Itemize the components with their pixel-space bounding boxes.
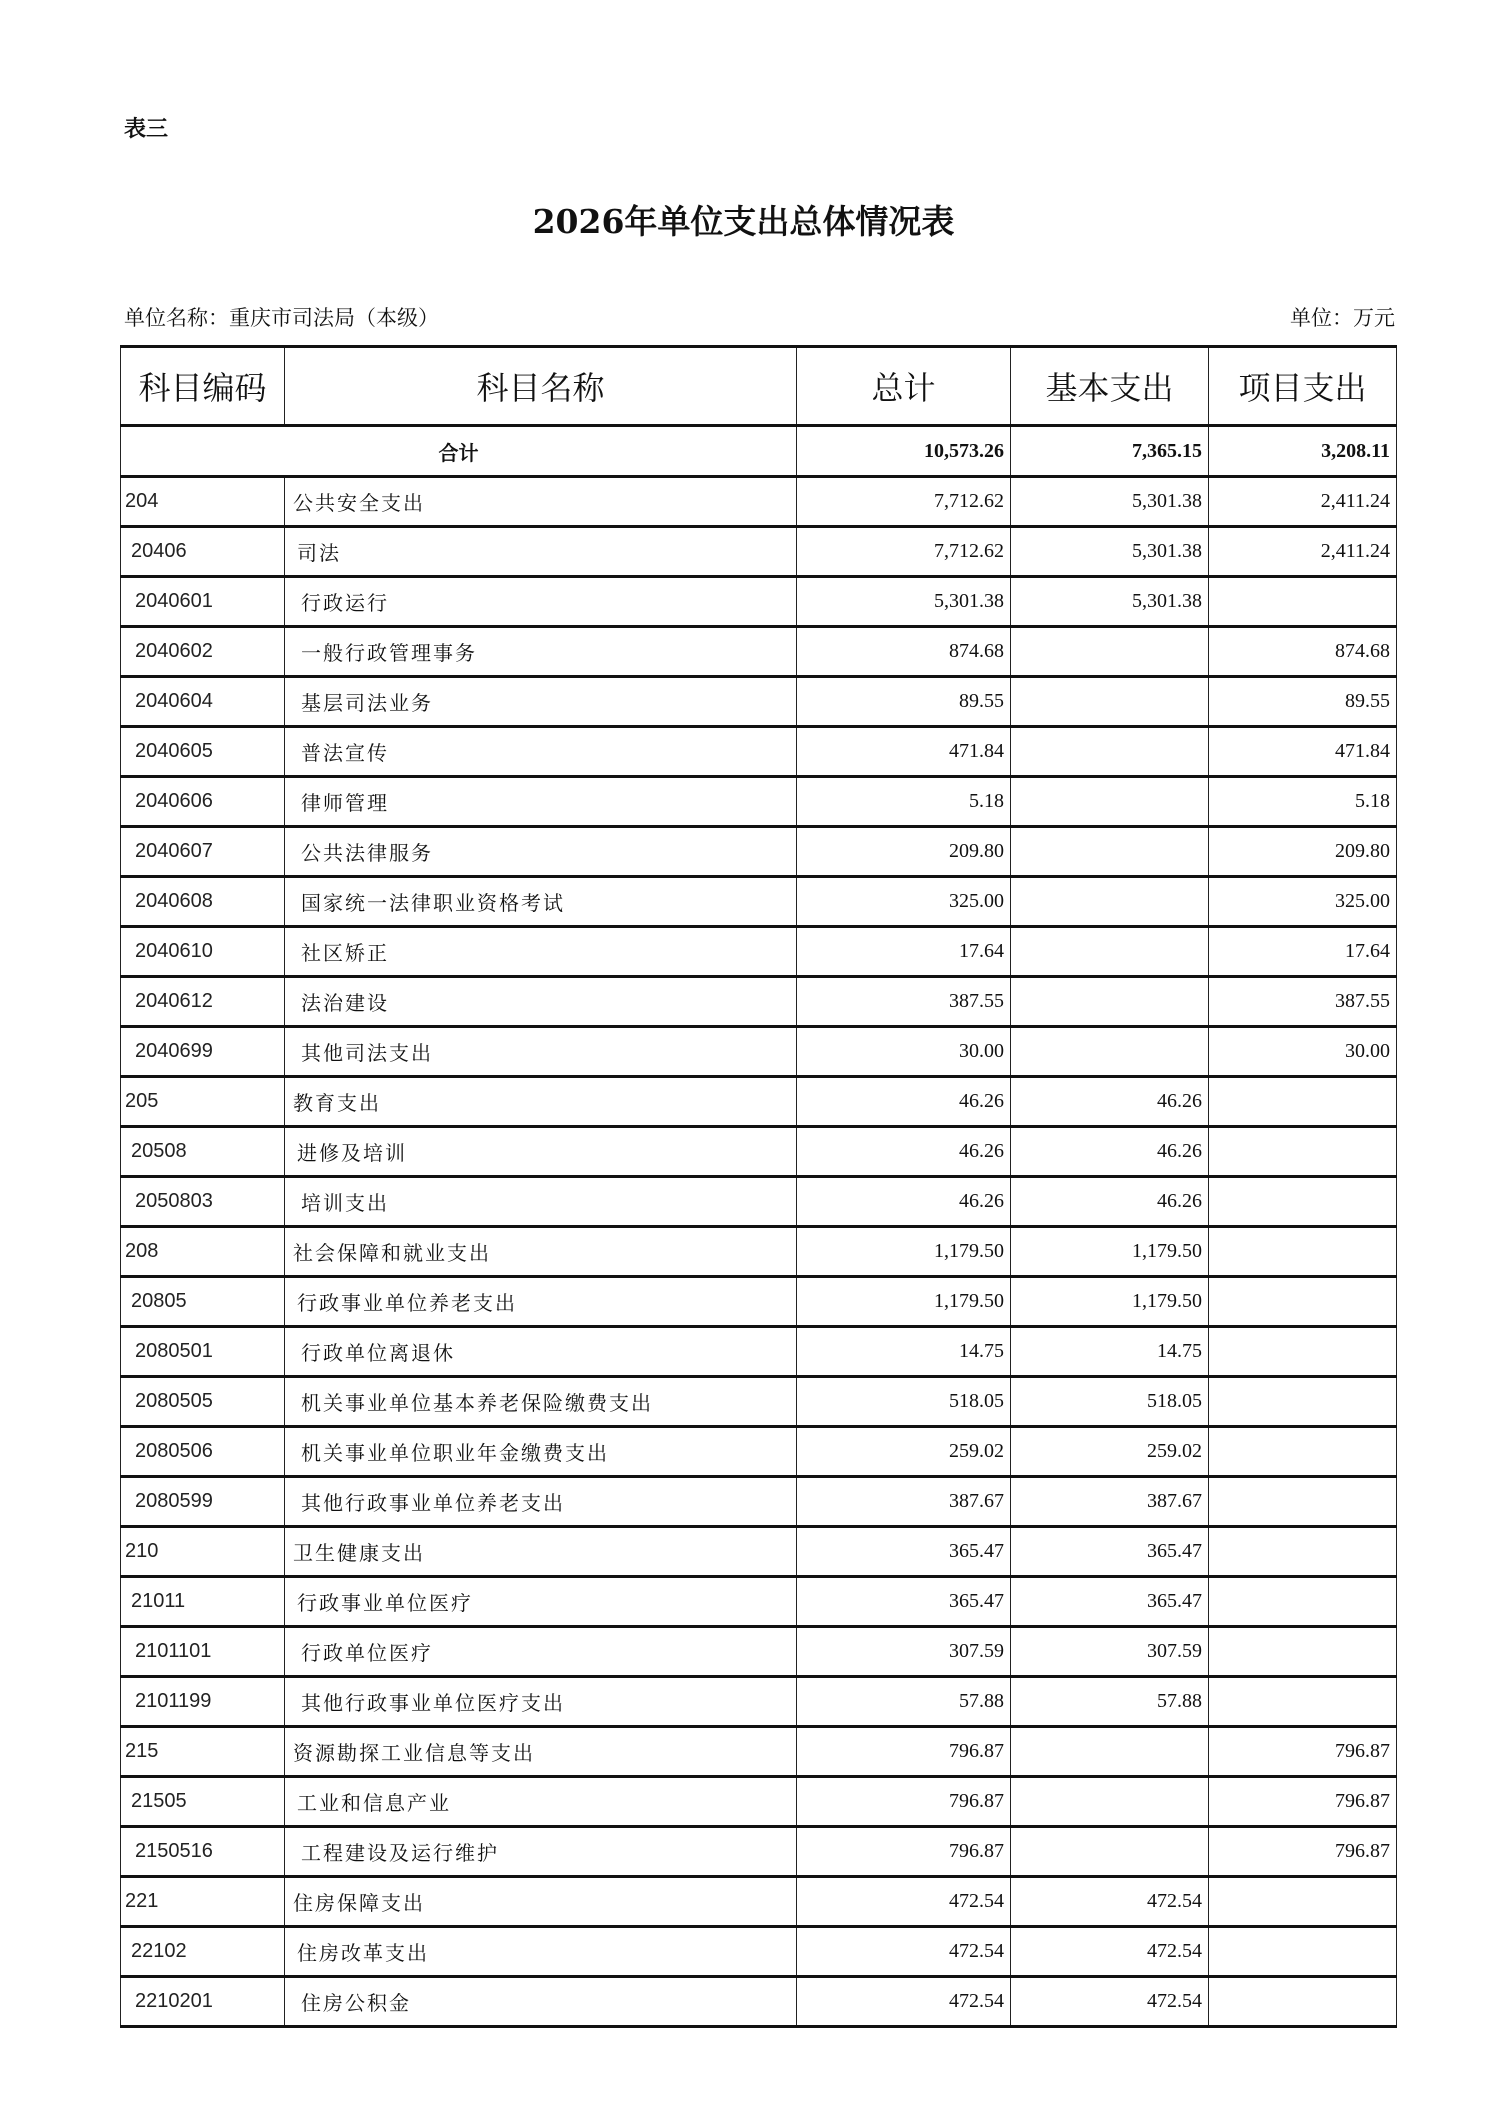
cell-basic <box>1011 1827 1209 1877</box>
cell-basic <box>1011 827 1209 877</box>
total-label: 合计 <box>121 426 797 477</box>
total-sum: 10,573.26 <box>797 426 1011 477</box>
unit-info-line <box>124 302 1395 332</box>
table-row <box>121 777 1397 827</box>
table-row <box>121 1477 1397 1527</box>
table-row <box>121 877 1397 927</box>
cell-name: 法治建设 <box>285 977 797 1027</box>
table-row <box>121 1227 1397 1277</box>
cell-name: 住房公积金 <box>285 1977 797 2027</box>
cell-project <box>1209 1327 1397 1377</box>
cell-basic <box>1011 727 1209 777</box>
cell-project: 387.55 <box>1209 977 1397 1027</box>
cell-total: 472.54 <box>797 1877 1011 1927</box>
cell-basic: 46.26 <box>1011 1127 1209 1177</box>
cell-total: 518.05 <box>797 1377 1011 1427</box>
cell-code: 20508 <box>121 1127 285 1177</box>
cell-total: 1,179.50 <box>797 1277 1011 1327</box>
cell-code: 2080505 <box>121 1377 285 1427</box>
table-row <box>121 1427 1397 1477</box>
cell-total: 472.54 <box>797 1977 1011 2027</box>
cell-total: 471.84 <box>797 727 1011 777</box>
cell-code: 22102 <box>121 1927 285 1977</box>
cell-code: 215 <box>121 1727 285 1777</box>
cell-project <box>1209 1627 1397 1677</box>
cell-code: 21505 <box>121 1777 285 1827</box>
cell-project <box>1209 1677 1397 1727</box>
cell-total: 30.00 <box>797 1027 1011 1077</box>
cell-name: 行政单位医疗 <box>285 1627 797 1677</box>
cell-total: 1,179.50 <box>797 1227 1011 1277</box>
cell-total: 14.75 <box>797 1327 1011 1377</box>
cell-project: 874.68 <box>1209 627 1397 677</box>
cell-code: 2210201 <box>121 1977 285 2027</box>
cell-total: 57.88 <box>797 1677 1011 1727</box>
cell-project <box>1209 1227 1397 1277</box>
cell-code: 2101199 <box>121 1677 285 1727</box>
cell-total: 796.87 <box>797 1727 1011 1777</box>
table-row <box>121 1377 1397 1427</box>
cell-basic: 307.59 <box>1011 1627 1209 1677</box>
table-row <box>121 1177 1397 1227</box>
table-row <box>121 627 1397 677</box>
cell-total: 46.26 <box>797 1077 1011 1127</box>
table-row <box>121 1327 1397 1377</box>
cell-name: 公共安全支出 <box>285 477 797 527</box>
cell-code: 20406 <box>121 527 285 577</box>
cell-name: 资源勘探工业信息等支出 <box>285 1727 797 1777</box>
cell-basic <box>1011 677 1209 727</box>
cell-total: 89.55 <box>797 677 1011 727</box>
cell-name: 其他行政事业单位医疗支出 <box>285 1677 797 1727</box>
cell-name: 一般行政管理事务 <box>285 627 797 677</box>
cell-code: 2080599 <box>121 1477 285 1527</box>
cell-basic: 365.47 <box>1011 1577 1209 1627</box>
currency-unit: 单位：万元 <box>1290 306 1395 330</box>
cell-total: 5.18 <box>797 777 1011 827</box>
cell-code: 20805 <box>121 1277 285 1327</box>
cell-basic: 1,179.50 <box>1011 1277 1209 1327</box>
cell-project <box>1209 1877 1397 1927</box>
table-row <box>121 977 1397 1027</box>
cell-basic <box>1011 877 1209 927</box>
cell-project: 5.18 <box>1209 777 1397 827</box>
cell-project: 2,411.24 <box>1209 527 1397 577</box>
cell-project <box>1209 1177 1397 1227</box>
cell-project <box>1209 1977 1397 2027</box>
total-basic: 7,365.15 <box>1011 426 1209 477</box>
cell-project: 30.00 <box>1209 1027 1397 1077</box>
cell-code: 208 <box>121 1227 285 1277</box>
cell-name: 行政事业单位医疗 <box>285 1577 797 1627</box>
cell-project <box>1209 1477 1397 1527</box>
table-row <box>121 1727 1397 1777</box>
cell-name: 行政运行 <box>285 577 797 627</box>
cell-total: 5,301.38 <box>797 577 1011 627</box>
table-row <box>121 1827 1397 1877</box>
cell-total: 7,712.62 <box>797 527 1011 577</box>
header-row <box>121 347 1397 426</box>
cell-code: 2080501 <box>121 1327 285 1377</box>
cell-project <box>1209 1077 1397 1127</box>
cell-total: 796.87 <box>797 1777 1011 1827</box>
cell-code: 204 <box>121 477 285 527</box>
table-row <box>121 727 1397 777</box>
table-row <box>121 1077 1397 1127</box>
cell-basic: 57.88 <box>1011 1677 1209 1727</box>
cell-name: 基层司法业务 <box>285 677 797 727</box>
cell-name: 普法宣传 <box>285 727 797 777</box>
cell-basic: 46.26 <box>1011 1077 1209 1127</box>
header-code: 科目编码 <box>121 347 285 426</box>
cell-project: 209.80 <box>1209 827 1397 877</box>
cell-total: 365.47 <box>797 1577 1011 1627</box>
cell-code: 2101101 <box>121 1627 285 1677</box>
cell-project <box>1209 577 1397 627</box>
header-total: 总计 <box>797 347 1011 426</box>
header-project: 项目支出 <box>1209 347 1397 426</box>
cell-code: 2080506 <box>121 1427 285 1477</box>
cell-total: 365.47 <box>797 1527 1011 1577</box>
cell-total: 307.59 <box>797 1627 1011 1677</box>
cell-code: 221 <box>121 1877 285 1927</box>
cell-basic: 259.02 <box>1011 1427 1209 1477</box>
table-row <box>121 1677 1397 1727</box>
cell-name: 行政单位离退休 <box>285 1327 797 1377</box>
cell-code: 2040606 <box>121 777 285 827</box>
unit-name: 单位名称：重庆市司法局（本级） <box>124 306 439 330</box>
cell-basic: 5,301.38 <box>1011 527 1209 577</box>
cell-project <box>1209 1377 1397 1427</box>
cell-code: 210 <box>121 1527 285 1577</box>
cell-total: 46.26 <box>797 1127 1011 1177</box>
table-row <box>121 1627 1397 1677</box>
cell-total: 17.64 <box>797 927 1011 977</box>
cell-name: 社区矫正 <box>285 927 797 977</box>
table-row <box>121 477 1397 527</box>
cell-basic <box>1011 1027 1209 1077</box>
cell-project: 17.64 <box>1209 927 1397 977</box>
table-row <box>121 1027 1397 1077</box>
expenditure-table <box>120 345 1397 2028</box>
total-project: 3,208.11 <box>1209 426 1397 477</box>
cell-basic: 472.54 <box>1011 1877 1209 1927</box>
cell-project: 325.00 <box>1209 877 1397 927</box>
document-title: 2026年单位支出总体情况表 <box>532 202 955 241</box>
table-row <box>121 927 1397 977</box>
cell-name: 其他行政事业单位养老支出 <box>285 1477 797 1527</box>
cell-project: 2,411.24 <box>1209 477 1397 527</box>
cell-basic <box>1011 1727 1209 1777</box>
cell-name: 机关事业单位基本养老保险缴费支出 <box>285 1377 797 1427</box>
cell-project: 796.87 <box>1209 1777 1397 1827</box>
cell-basic <box>1011 977 1209 1027</box>
cell-code: 2040608 <box>121 877 285 927</box>
table-row <box>121 1577 1397 1627</box>
cell-code: 2040610 <box>121 927 285 977</box>
total-row <box>121 426 1397 477</box>
cell-code: 2050803 <box>121 1177 285 1227</box>
cell-basic <box>1011 777 1209 827</box>
cell-total: 209.80 <box>797 827 1011 877</box>
cell-name: 行政事业单位养老支出 <box>285 1277 797 1327</box>
cell-basic: 14.75 <box>1011 1327 1209 1377</box>
cell-code: 21011 <box>121 1577 285 1627</box>
cell-name: 公共法律服务 <box>285 827 797 877</box>
cell-code: 2040602 <box>121 627 285 677</box>
cell-name: 社会保障和就业支出 <box>285 1227 797 1277</box>
table-row <box>121 1877 1397 1927</box>
table-row <box>121 1527 1397 1577</box>
cell-basic <box>1011 1777 1209 1827</box>
cell-code: 2040612 <box>121 977 285 1027</box>
cell-name: 其他司法支出 <box>285 1027 797 1077</box>
cell-project <box>1209 1927 1397 1977</box>
cell-basic: 5,301.38 <box>1011 577 1209 627</box>
cell-basic: 1,179.50 <box>1011 1227 1209 1277</box>
cell-name: 司法 <box>285 527 797 577</box>
cell-code: 2040604 <box>121 677 285 727</box>
cell-name: 教育支出 <box>285 1077 797 1127</box>
cell-total: 325.00 <box>797 877 1011 927</box>
cell-basic: 472.54 <box>1011 1927 1209 1977</box>
cell-total: 472.54 <box>797 1927 1011 1977</box>
cell-name: 工业和信息产业 <box>285 1777 797 1827</box>
cell-name: 进修及培训 <box>285 1127 797 1177</box>
cell-project <box>1209 1527 1397 1577</box>
cell-name: 培训支出 <box>285 1177 797 1227</box>
cell-code: 2150516 <box>121 1827 285 1877</box>
cell-code: 2040601 <box>121 577 285 627</box>
cell-name: 国家统一法律职业资格考试 <box>285 877 797 927</box>
cell-project <box>1209 1577 1397 1627</box>
cell-total: 7,712.62 <box>797 477 1011 527</box>
cell-total: 874.68 <box>797 627 1011 677</box>
cell-project <box>1209 1277 1397 1327</box>
table-row <box>121 827 1397 877</box>
cell-code: 205 <box>121 1077 285 1127</box>
cell-project: 796.87 <box>1209 1827 1397 1877</box>
cell-basic: 387.67 <box>1011 1477 1209 1527</box>
cell-total: 46.26 <box>797 1177 1011 1227</box>
cell-name: 卫生健康支出 <box>285 1527 797 1577</box>
table-row <box>121 527 1397 577</box>
header-basic: 基本支出 <box>1011 347 1209 426</box>
table-row <box>121 1277 1397 1327</box>
cell-code: 2040605 <box>121 727 285 777</box>
table-row <box>121 1127 1397 1177</box>
cell-project <box>1209 1127 1397 1177</box>
cell-total: 796.87 <box>797 1827 1011 1877</box>
cell-name: 住房保障支出 <box>285 1877 797 1927</box>
cell-basic: 472.54 <box>1011 1977 1209 2027</box>
cell-name: 工程建设及运行维护 <box>285 1827 797 1877</box>
cell-code: 2040699 <box>121 1027 285 1077</box>
header-name: 科目名称 <box>285 347 797 426</box>
table-row <box>121 1777 1397 1827</box>
cell-total: 387.67 <box>797 1477 1011 1527</box>
table-row <box>121 577 1397 627</box>
cell-basic: 5,301.38 <box>1011 477 1209 527</box>
cell-name: 机关事业单位职业年金缴费支出 <box>285 1427 797 1477</box>
cell-basic: 365.47 <box>1011 1527 1209 1577</box>
cell-basic: 46.26 <box>1011 1177 1209 1227</box>
cell-code: 2040607 <box>121 827 285 877</box>
cell-basic <box>1011 627 1209 677</box>
cell-project: 796.87 <box>1209 1727 1397 1777</box>
table-label: 表三 <box>124 117 169 142</box>
cell-project <box>1209 1427 1397 1477</box>
table-row <box>121 1977 1397 2027</box>
cell-project: 89.55 <box>1209 677 1397 727</box>
cell-name: 住房改革支出 <box>285 1927 797 1977</box>
cell-basic: 518.05 <box>1011 1377 1209 1427</box>
cell-project: 471.84 <box>1209 727 1397 777</box>
cell-total: 259.02 <box>797 1427 1011 1477</box>
table-row <box>121 677 1397 727</box>
table-row <box>121 1927 1397 1977</box>
cell-name: 律师管理 <box>285 777 797 827</box>
cell-basic <box>1011 927 1209 977</box>
cell-total: 387.55 <box>797 977 1011 1027</box>
